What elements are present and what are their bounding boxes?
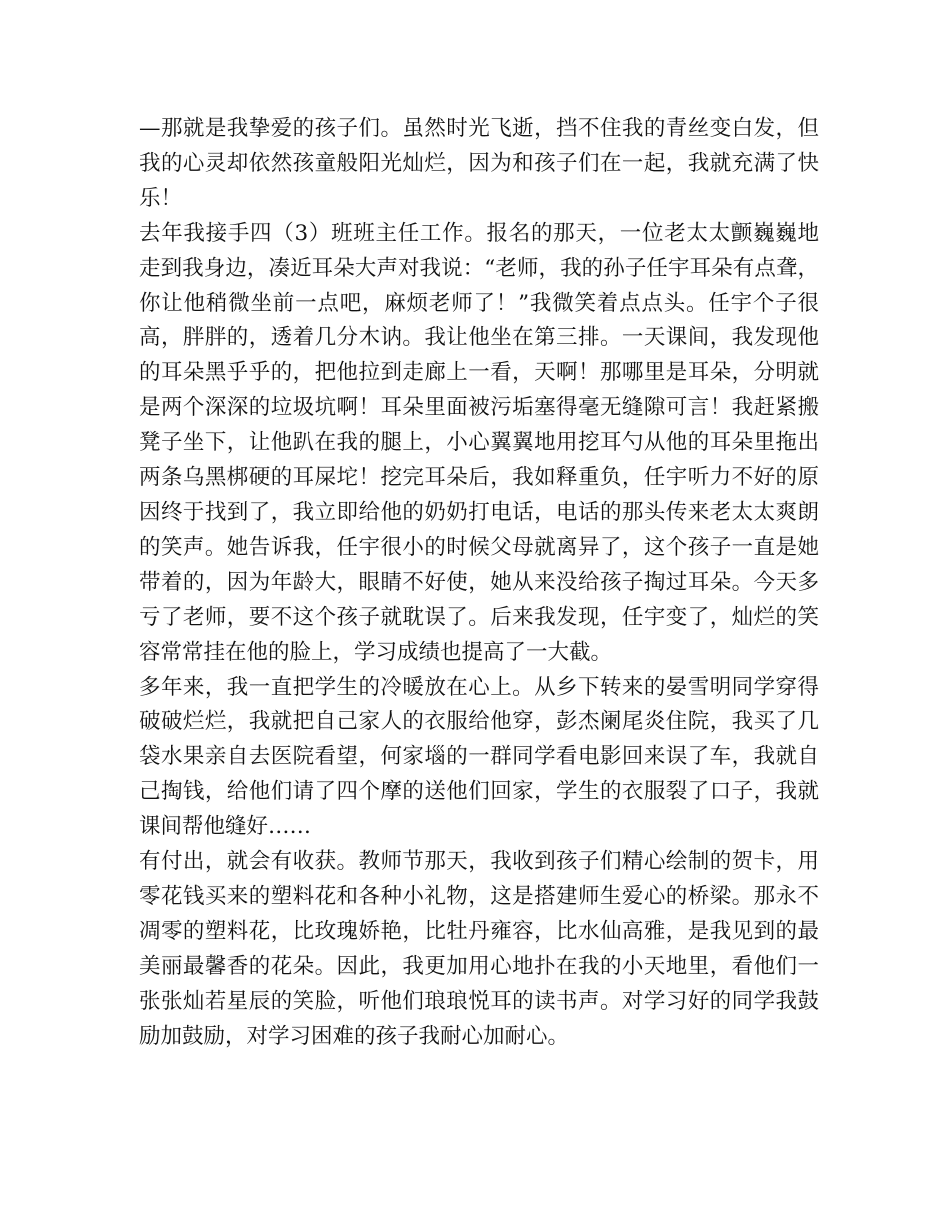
paragraph-2: 去年我接手四（3）班班主任工作。报名的那天，一位老太太颤巍巍地走到我身边，凑近耳朵大声对我说：“老师，我的孙子任宇耳朵有点聋，你让他稍微坐前一点吧，麻烦老师了！”我微笑着点点头。任宇个子很高，胖胖的，透着几分木讷。我让他坐在第三排。一天课间，我发现他的耳朵黑乎乎的，把他拉到走廊上一看，天啊！那哪里是耳朵，分明就是两个深深的垃圾坑啊！耳朵里面被污垢塞得毫无缝隙可言！我赶紧搬凳子坐下，让他趴在我的腿上，小心翼翼地用挖耳勺从他的耳朵里拖出两条乌黑梆硬的耳屎坨！挖完耳朵后，我如释重负，任宇听力不好的原因终于找到了，我立即给他的奶奶打电话，电话的那头传来老太太爽朗的笑声。她告诉我，任宇很小的时候父母就离异了，这个孩子一直是她带着的，因为年龄大，眼睛不好使，她从来没给孩子掏过耳朵。今天多亏了老师，要不这个孩子就耽误了。后来我发现，任宇变了，灿烂的笑容常常挂在他的脸上，学习成绩也提高了一大截。 [139, 220, 819, 665]
paragraph-3: 多年来，我一直把学生的冷暖放在心上。从乡下转来的晏雪明同学穿得破破烂烂，我就把自己家人的衣服给他穿，彭杰阑尾炎住院，我买了几袋水果亲自去医院看望，何家堖的一群同学看电影回来误了车，我就自己掏钱，给他们请了四个摩的送他们回家，学生的衣服裂了口子，我就课间帮他缝好…… [139, 674, 819, 840]
paragraph-1: —那就是我挚爱的孩子们。虽然时光飞逝，挡不住我的青丝变白发，但我的心灵却依然孩童般阳光灿烂，因为和孩子们在一起，我就充满了快乐！ [139, 116, 819, 211]
paragraph-4: 有付出，就会有收获。教师节那天，我收到孩子们精心绘制的贺卡，用零花钱买来的塑料花和各种小礼物，这是搭建师生爱心的桥梁。那永不凋零的塑料花，比玫瑰娇艳，比牡丹雍容，比水仙高雅，是我见到的最美丽最馨香的花朵。因此，我更加用心地扑在我的小天地里，看他们一张张灿若星辰的笑脸，听他们琅琅悦耳的读书声。对学习好的同学我鼓励加鼓励，对学习困难的孩子我耐心加耐心。 [139, 849, 819, 1049]
document-body [139, 112, 819, 1054]
